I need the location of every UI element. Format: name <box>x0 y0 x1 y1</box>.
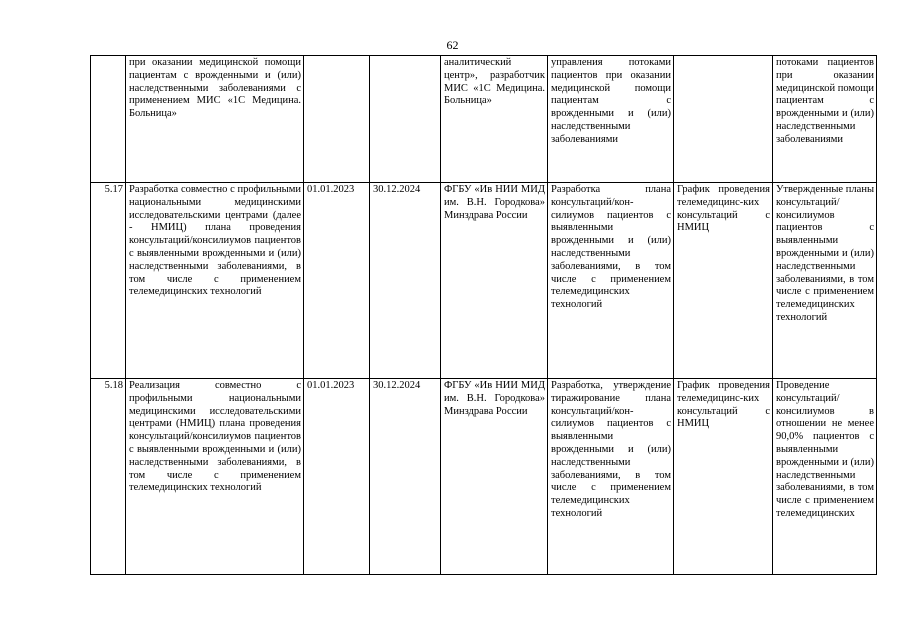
start-date-cell: 01.01.2023 <box>304 183 370 379</box>
activity-name-cell: Реализация совместно с профильными национальными медицинскими исследовательскими центрами (НМИЦ) плана проведения консультаций/консилиумов пациентов с выявленными врожденными и (или) наследственными заболеваниями, в том числе с применением телемедицинских технологий <box>126 379 304 575</box>
document-cell <box>674 56 773 183</box>
start-date-cell <box>304 56 370 183</box>
responsible-cell: ФГБУ «Ив НИИ МИД им. В.Н. Городкова» Минздрава России <box>441 183 548 379</box>
end-date-cell <box>370 56 441 183</box>
responsible-cell: ФГБУ «Ив НИИ МИД им. В.Н. Городкова» Минздрава России <box>441 379 548 575</box>
end-date-cell: 30.12.2024 <box>370 379 441 575</box>
description-cell: Разработка плана консультаций/кон-силиумов пациентов с выявленными врожденными и (или) наследственными заболеваниями, в том числе с применением телемедицинских технологий <box>548 183 674 379</box>
result-cell: потоками пациентов при оказании медицинской помощи пациентам с врожденными и (или) наследственными заболеваниями <box>773 56 877 183</box>
row-number-cell <box>91 56 126 183</box>
activity-table <box>90 55 877 575</box>
row-number-cell: 5.17 <box>91 183 126 379</box>
document-cell: График проведения телемедицинс-ких консультаций с НМИЦ <box>674 379 773 575</box>
result-cell: Проведение консультаций/ консилиумов в отношении не менее 90,0% пациентов с выявленными врожденными и (или) наследственными заболеваниями, в том числе с применением телемедицинских <box>773 379 877 575</box>
activity-name-cell: при оказании медицинской помощи пациентам с врожденными и (или) наследственными заболеваниями с применением МИС «1С Медицина. Больница» <box>126 56 304 183</box>
result-cell: Утвержденные планы консультаций/ консилиумов пациентов с выявленными врожденными и (или) наследственными заболеваниями, в том числе с применением телемедицинских технологий <box>773 183 877 379</box>
document-cell: График проведения телемедицинс-ких консультаций с НМИЦ <box>674 183 773 379</box>
table-row <box>91 183 877 379</box>
start-date-cell: 01.01.2023 <box>304 379 370 575</box>
table-row <box>91 56 877 183</box>
activity-name-cell: Разработка совместно с профильными национальными медицинскими исследовательскими центрами (далее - НМИЦ) плана проведения консультаций/консилиумов пациентов с выявленными врожденными и (или) наследственными заболеваниями, в том числе с применением телемедицинских технологий <box>126 183 304 379</box>
page-number: 62 <box>446 38 459 52</box>
description-cell: Разработка, утверждение тиражирование плана консультаций/кон-силиумов пациентов с выявленными врожденными и (или) наследственными заболеваниями, в том числе с применением телемедицинских технологий <box>548 379 674 575</box>
description-cell: управления потоками пациентов при оказании медицинской помощи пациентам с врожденными и (или) наследственными заболеваниями <box>548 56 674 183</box>
row-number-cell: 5.18 <box>91 379 126 575</box>
end-date-cell: 30.12.2024 <box>370 183 441 379</box>
responsible-cell: аналитический центр», разработчик МИС «1С Медицина. Больница» <box>441 56 548 183</box>
table-row <box>91 379 877 575</box>
